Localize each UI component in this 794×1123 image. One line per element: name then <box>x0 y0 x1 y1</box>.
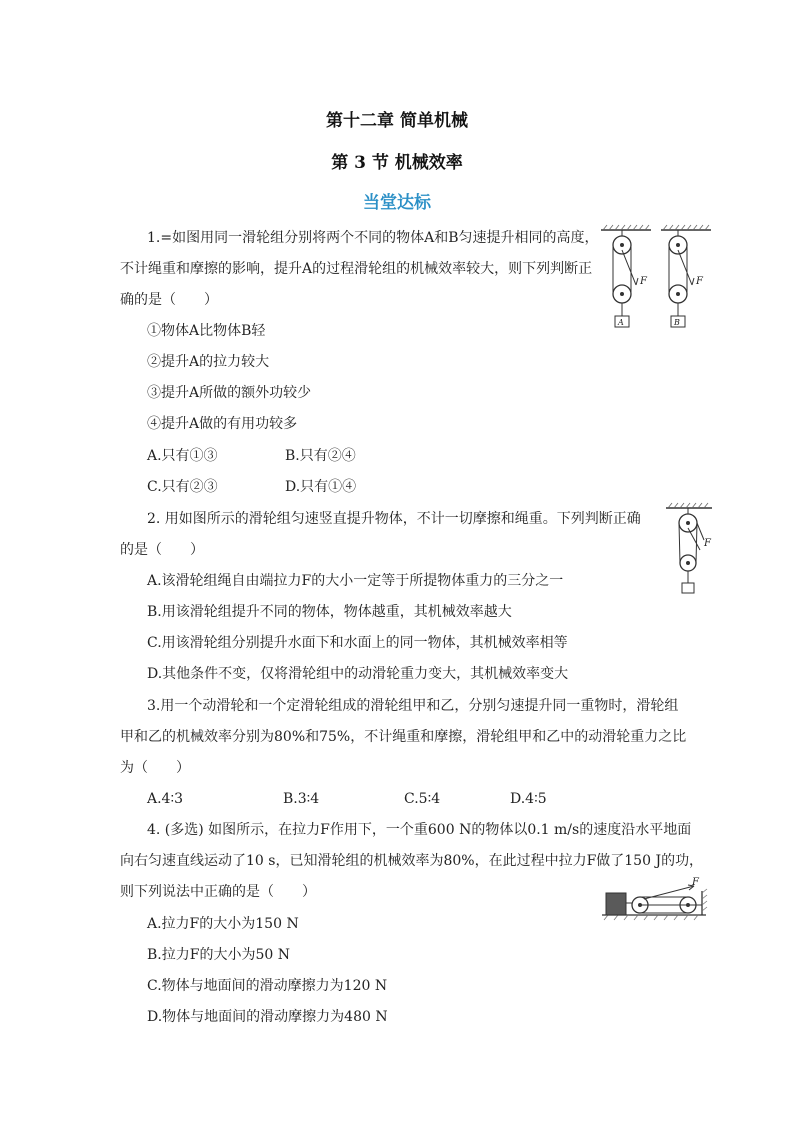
q2-stem-line: 的是（ ） <box>120 542 204 558</box>
q4-stem-line: 向右匀速直线运动了10 s，已知滑轮组的机械效率为80%，在此过程中拉力F做了150 J的功， <box>120 853 704 869</box>
q3-stem-line: 为（ ） <box>120 760 190 776</box>
q1-statement: ④提升A做的有用功较多 <box>147 416 298 432</box>
section-subtitle: 当堂达标 <box>363 193 431 213</box>
q1-statement: ③提升A所做的额外功较少 <box>147 385 312 401</box>
q1-figure-force-label: F <box>696 276 703 287</box>
q3-option-d: D.4∶5 <box>510 791 547 807</box>
q4-option-a: A.拉力F的大小为150 N <box>147 916 299 932</box>
q3-option-a: A.4∶3 <box>147 791 184 807</box>
q1-stem-line: 1.=如图用同一滑轮组分别将两个不同的物体A和B匀速提升相同的高度， <box>147 230 599 246</box>
q4-option-b: B.拉力F的大小为50 N <box>147 947 290 963</box>
q2-option-d: D.其他条件不变，仅将滑轮组中的动滑轮重力变大，其机械效率变大 <box>147 666 569 682</box>
q2-option-a: A.该滑轮组绳自由端拉力F的大小一定等于所提物体重力的三分之一 <box>147 573 564 589</box>
q1-pulley-figure <box>598 222 718 332</box>
q1-option-d: D.只有①④ <box>285 479 357 495</box>
q1-statement: ②提升A的拉力较大 <box>147 354 270 370</box>
q3-stem-line: 3.用一个动滑轮和一个定滑轮组成的滑轮组甲和乙，分别匀速提升同一重物时，滑轮组 <box>147 698 679 714</box>
q1-statement: ①物体A比物体B轻 <box>147 323 266 339</box>
q1-figure-block-label: A <box>618 318 624 327</box>
q3-option-c: C.5∶4 <box>404 791 441 807</box>
q4-option-c: C.物体与地面间的滑动摩擦力为120 N <box>147 978 388 994</box>
q4-stem-line: 则下列说法中正确的是（ ） <box>120 884 316 900</box>
q4-option-d: D.物体与地面间的滑动摩擦力为480 N <box>147 1009 388 1025</box>
q2-option-b: B.用该滑轮组提升不同的物体，物体越重，其机械效率越大 <box>147 604 512 620</box>
q1-option-a: A.只有①③ <box>147 448 218 464</box>
section-title: 第 3 节 机械效率 <box>331 153 463 173</box>
q3-option-b: B.3∶4 <box>283 791 320 807</box>
q1-option-c: C.只有②③ <box>147 479 218 495</box>
q4-horizontal-pulley-figure <box>600 875 712 923</box>
q2-pulley-figure <box>660 500 720 600</box>
q4-stem-line: 4. (多选) 如图所示，在拉力F作用下，一个重600 N的物体以0.1 m/s的速度沿水平地面 <box>147 822 692 838</box>
q3-stem-line: 甲和乙的机械效率分别为80%和75%，不计绳重和摩擦，滑轮组甲和乙中的动滑轮重力之比 <box>120 729 687 745</box>
q1-figure-block-label: B <box>674 318 680 327</box>
q1-stem-line: 确的是（ ） <box>120 292 218 308</box>
q1-stem-line: 不计绳重和摩擦的影响，提升A的过程滑轮组的机械效率较大，则下列判断正 <box>120 261 593 277</box>
q2-figure-force-label: F <box>704 538 711 549</box>
chapter-title: 第十二章 简单机械 <box>326 111 468 131</box>
q1-figure-force-label: F <box>640 276 647 287</box>
q2-stem-line: 2. 用如图所示的滑轮组匀速竖直提升物体，不计一切摩擦和绳重。下列判断正确 <box>147 511 641 527</box>
q1-option-b: B.只有②④ <box>285 448 356 464</box>
q2-option-c: C.用该滑轮组分别提升水面下和水面上的同一物体，其机械效率相等 <box>147 635 568 651</box>
q4-figure-force-label: F <box>692 877 699 888</box>
